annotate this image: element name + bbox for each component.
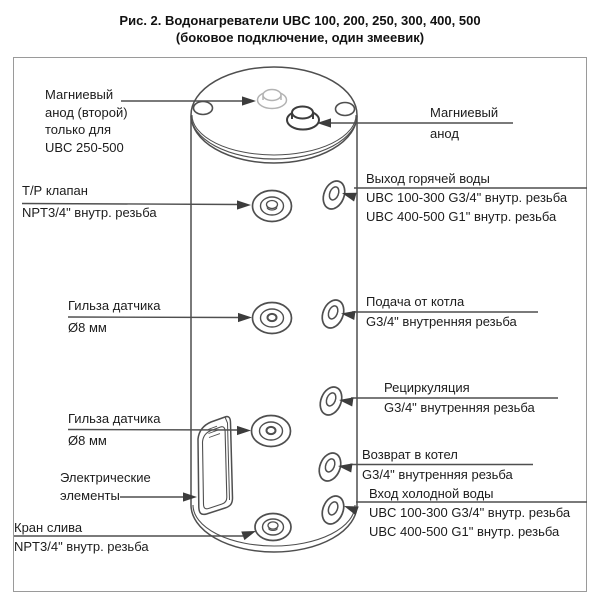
figure-title-line2: (боковое подключение, один змеевик) [175, 30, 425, 45]
label-line: G3/4" внутренняя резьба [362, 467, 513, 482]
arrowhead [237, 200, 251, 209]
fitting-hot-water-outlet [319, 178, 348, 212]
label-line: UBC 400-500 G1" внутр. резьба [369, 524, 560, 539]
label-line: анод [430, 126, 459, 141]
label-line: UBC 400-500 G1" внутр. резьба [366, 209, 557, 224]
fitting-sensor-sleeve-upper [253, 303, 292, 334]
label-line: Ø8 мм [68, 320, 107, 335]
label-line: UBC 250-500 [45, 139, 124, 155]
arrowhead [238, 313, 252, 322]
label-line: Рециркуляция [384, 380, 470, 395]
label-line: Кран слива [14, 520, 83, 535]
label-drain-valve [14, 518, 149, 556]
arrowhead [183, 492, 197, 501]
label-line: Возврат в котел [362, 447, 458, 462]
label-line: элементы [60, 488, 120, 503]
label-boiler-return [362, 445, 513, 485]
label-line: Гильза датчика [68, 298, 161, 313]
label-line: G3/4" внутренняя резьба [384, 400, 535, 415]
label-line: Магниевый [45, 87, 114, 102]
label-line: Вход холодной воды [369, 486, 494, 501]
arrowhead [237, 426, 251, 435]
label-boiler-supply [366, 292, 517, 332]
label-line: Гильза датчика [68, 411, 161, 426]
label-line: Подача от котла [366, 294, 465, 309]
label-sensor-sleeve-lower [68, 408, 160, 452]
fitting-cold-water-inlet [318, 493, 347, 527]
label-electric-elements [60, 469, 151, 505]
figure-title-line1: Рис. 2. Водонагреватели UBC 100, 200, 250, 300, 400, 500 [119, 13, 481, 28]
label-recirculation [384, 378, 535, 418]
label-line: NPT3/4" внутр. резьба [14, 539, 149, 554]
label-line: NPT3/4" внутр. резьба [22, 205, 157, 220]
label-line: Ø8 мм [68, 433, 107, 448]
top-hole-right [336, 103, 355, 116]
tank-top [191, 67, 357, 163]
electric-elements-panel [198, 417, 233, 515]
label-line: только для [45, 122, 111, 137]
label-cold-water-inlet [369, 484, 570, 541]
label-line: Магниевый [430, 105, 499, 120]
label-second-anode [45, 86, 128, 156]
label-line: Т/Р клапан [22, 183, 88, 198]
label-tp-valve [22, 180, 157, 224]
label-line: UBC 100-300 G3/4" внутр. резьба [366, 190, 568, 205]
fitting-drain-valve [255, 514, 291, 541]
label-line: Электрические [60, 470, 151, 485]
label-line: UBC 100-300 G3/4" внутр. резьба [369, 505, 571, 520]
label-line: G3/4" внутренняя резьба [366, 314, 517, 329]
label-sensor-sleeve-upper [68, 295, 160, 339]
label-magnesium-anode [430, 102, 498, 144]
label-line: анод (второй) [45, 104, 128, 120]
top-hole-left [194, 102, 213, 115]
fitting-tp-valve [253, 191, 292, 222]
label-hot-water-outlet [366, 169, 567, 226]
label-line: Выход горячей воды [366, 171, 490, 186]
fitting-sensor-sleeve-lower [252, 416, 291, 447]
